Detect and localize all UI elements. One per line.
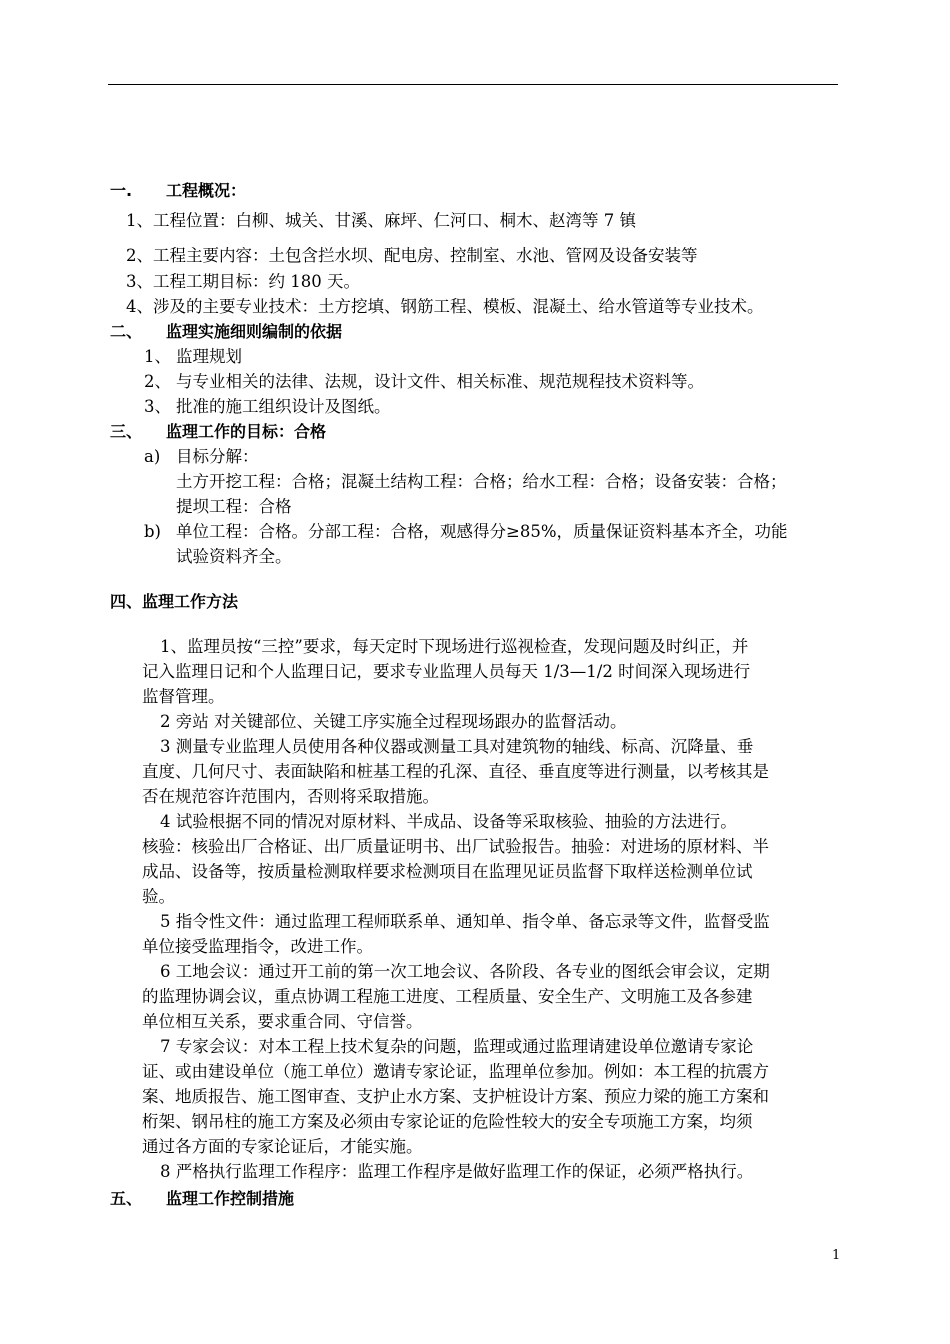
overview-item-1: 1、工程位置：白柳、城关、甘溪、麻坪、仁河口、桐木、赵湾等 7 镇 bbox=[126, 211, 636, 230]
page-number: 1 bbox=[832, 1248, 841, 1263]
method-line: 核验：核验出厂合格证、出厂质量证明书、出厂试验报告。抽验：对进场的原材料、半 bbox=[142, 837, 769, 856]
method-line: 8 严格执行监理工作程序：监理工作程序是做好监理工作的保证，必须严格执行。 bbox=[160, 1162, 754, 1181]
basis-item-1-text: 监理规划 bbox=[176, 347, 242, 366]
method-line: 通过各方面的专家论证后，才能实施。 bbox=[142, 1137, 423, 1156]
section-4-title: 四、监理工作方法 bbox=[110, 592, 239, 611]
method-line: 4 试验根据不同的情况对原材料、半成品、设备等采取核验、抽验的方法进行。 bbox=[160, 812, 737, 831]
method-line: 2 旁站 对关键部位、关键工序实施全过程现场跟办的监督活动。 bbox=[160, 712, 627, 731]
method-line: 的监理协调会议，重点协调工程施工进度、工程质量、安全生产、文明施工及各参建 bbox=[142, 987, 753, 1006]
basis-item-2-text: 与专业相关的法律、法规，设计文件、相关标准、规范规程技术资料等。 bbox=[176, 372, 704, 391]
section-3-number: 三、 bbox=[110, 422, 143, 441]
method-line: 桁架、钢吊柱的施工方案及必须由专家论证的危险性较大的安全专项施工方案，均须 bbox=[142, 1112, 753, 1131]
header-rule bbox=[108, 84, 838, 85]
section-5-number: 五、 bbox=[110, 1189, 143, 1208]
section-1-title: 工程概况： bbox=[166, 181, 247, 200]
section-5-title: 监理工作控制措施 bbox=[166, 1189, 295, 1208]
method-line: 案、地质报告、施工图审查、支护止水方案、支护桩设计方案、预应力梁的施工方案和 bbox=[142, 1087, 769, 1106]
section-3-title: 监理工作的目标：合格 bbox=[166, 422, 327, 441]
goal-a-title: 目标分解： bbox=[176, 447, 259, 466]
basis-item-2-number: 2、 bbox=[144, 372, 171, 391]
goal-b-line-1: 单位工程：合格。分部工程：合格，观感得分≥85%，质量保证资料基本齐全，功能 bbox=[176, 522, 788, 541]
method-line: 监督管理。 bbox=[142, 687, 225, 706]
method-line: 5 指令性文件：通过监理工程师联系单、通知单、指令单、备忘录等文件，监督受监 bbox=[160, 912, 770, 931]
method-line: 证、或由建设单位（施工单位）邀请专家论证，监理单位参加。例如：本工程的抗震方 bbox=[142, 1062, 769, 1081]
section-1-number: 一. bbox=[110, 181, 133, 200]
goal-a-marker: a) bbox=[144, 447, 161, 466]
method-line: 否在规范容许范围内，否则将采取措施。 bbox=[142, 787, 439, 806]
method-line: 1、监理员按“三控”要求，每天定时下现场进行巡视检查，发现问题及时纠正，并 bbox=[160, 637, 749, 656]
overview-item-2: 2、工程主要内容：土包含拦水坝、配电房、控制室、水池、管网及设备安装等 bbox=[126, 246, 698, 265]
method-line: 单位相互关系，要求重合同、守信誉。 bbox=[142, 1012, 423, 1031]
method-line: 7 专家会议：对本工程上技术复杂的问题，监理或通过监理请建设单位邀请专家论 bbox=[160, 1037, 754, 1056]
goal-a-line-1: 土方开挖工程：合格；混凝土结构工程：合格；给水工程：合格；设备安装：合格； bbox=[176, 472, 787, 491]
basis-item-3-text: 批准的施工组织设计及图纸。 bbox=[176, 397, 391, 416]
method-line: 3 测量专业监理人员使用各种仪器或测量工具对建筑物的轴线、标高、沉降量、垂 bbox=[160, 737, 754, 756]
method-line: 6 工地会议：通过开工前的第一次工地会议、各阶段、各专业的图纸会审会议，定期 bbox=[160, 962, 770, 981]
overview-item-4: 4、涉及的主要专业技术：土方挖填、钢筋工程、模板、混凝土、给水管道等专业技术。 bbox=[126, 297, 764, 316]
method-line: 单位接受监理指令，改进工作。 bbox=[142, 937, 373, 956]
basis-item-3-number: 3、 bbox=[144, 397, 171, 416]
overview-item-3: 3、工程工期目标：约 180 天。 bbox=[126, 272, 360, 291]
section-2-number: 二、 bbox=[110, 322, 143, 341]
goal-b-marker: b) bbox=[144, 522, 161, 541]
method-line: 直度、几何尺寸、表面缺陷和桩基工程的孔深、直径、垂直度等进行测量，以考核其是 bbox=[142, 762, 769, 781]
basis-item-1-number: 1、 bbox=[144, 347, 171, 366]
section-2-title: 监理实施细则编制的依据 bbox=[166, 322, 343, 341]
goal-b-line-2: 试验资料齐全。 bbox=[176, 547, 292, 566]
method-line: 验。 bbox=[142, 887, 175, 906]
goal-a-line-2: 提坝工程：合格 bbox=[176, 497, 292, 516]
method-line: 记入监理日记和个人监理日记，要求专业监理人员每天 1/3—1/2 时间深入现场进行 bbox=[142, 662, 751, 681]
method-line: 成品、设备等，按质量检测取样要求检测项目在监理见证员监督下取样送检测单位试 bbox=[142, 862, 753, 881]
